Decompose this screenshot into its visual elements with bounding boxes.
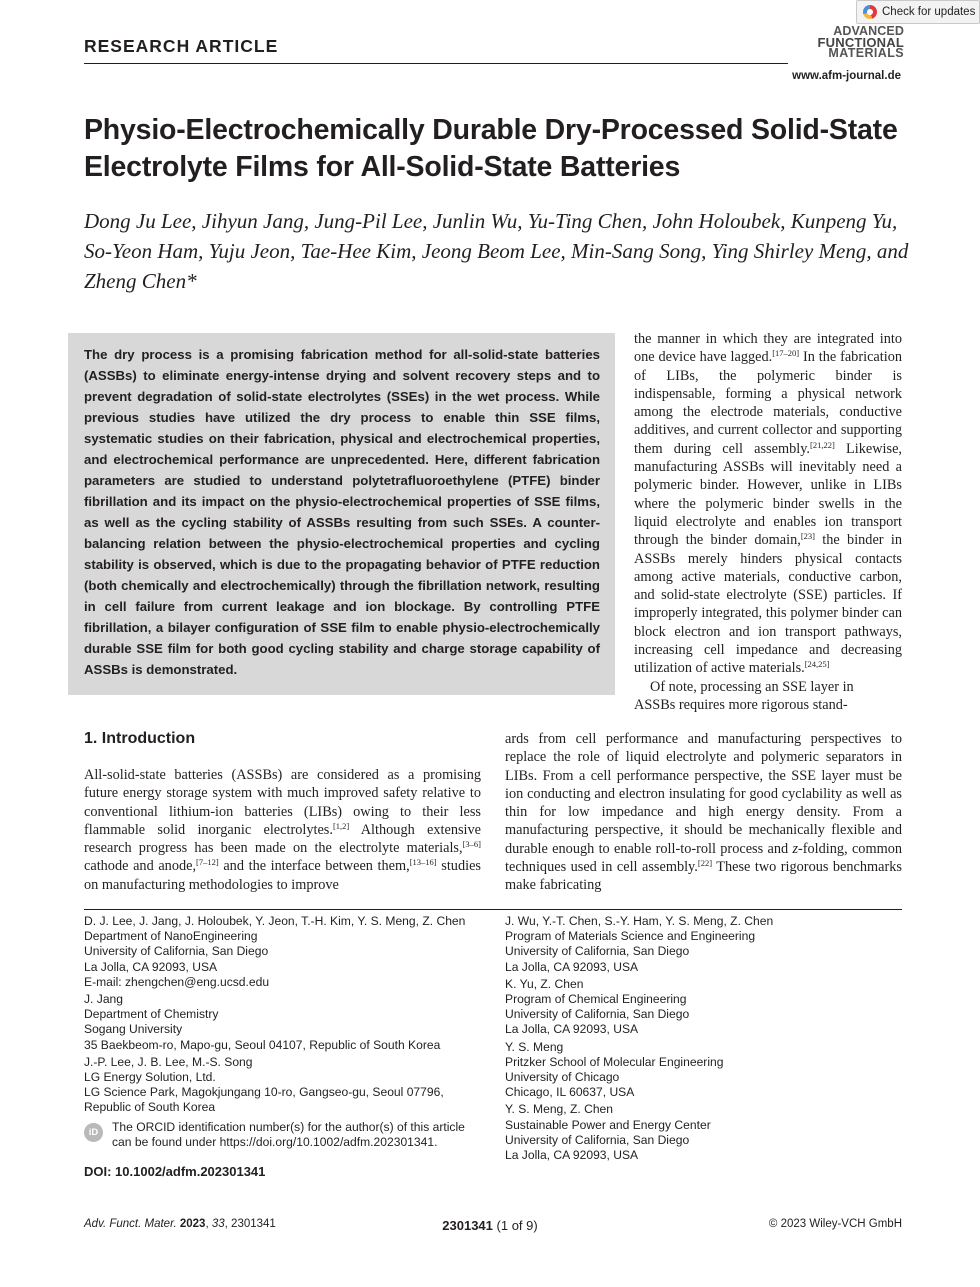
body-text-span: ards from cell performance and manufacturing perspectives to replace the role of liquid electrolyte and polymeric separators in LIBs. From a cell performance perspective, the SSE layer must be ion conducting and electron insulating for good cyclability as well as thin for low impedance and high energy density. From a manufacturing perspective, it should be mechanically flexible and durable enough to enable roll-to-roll process and: [505, 731, 902, 857]
citation-ref[interactable]: [24,25]: [804, 659, 830, 670]
affiliation-line: J.-P. Lee, J. B. Lee, M.-S. Song: [84, 1054, 253, 1069]
affiliation-line: University of Chicago: [505, 1070, 620, 1085]
affiliation-group: [84, 992, 484, 1053]
footer-separator: ,: [205, 1218, 212, 1230]
affiliations-right: [505, 914, 905, 1165]
affiliation-group: [84, 914, 484, 990]
introduction-heading: 1. Introduction: [84, 730, 196, 747]
body-italic: z: [792, 840, 799, 857]
affiliation-group: [505, 914, 905, 975]
affiliation-line: Sogang University: [84, 1022, 183, 1037]
affiliation-line: La Jolla, CA 92093, USA: [84, 959, 218, 974]
paragraph-start: Of note, processing an SSE layer in: [650, 678, 854, 695]
body-paragraph-wide: [505, 730, 902, 895]
abstract-text: The dry process is a promising fabrication method for all-solid-state batteries (ASSBs) to eliminate energy-intense drying and solvent recovery steps and to prevent degradation of solid-state electrolytes (SSEs) in the wet process. While previous studies have utilized the dry process to enable thin SSE films, systematic studies on their fabrication, physical and electrochemical properties, and electrochemical performance are unprecedented. Here, different fabrication parameters are studied to understand polytetrafluoroethylene (PTFE) binder fibrillation and its impact on the physio-electrochemical properties of SSE films, as well as the cycling stability of ASSBs resulting from such SSEs. A counter-balancing relation between the physio-electrochemical properties and cycling stability is observed, which is due to the propagating behavior of PTFE reduction (both chemically and electrochemically) through the fibrillation network, resulting in cell failure from current leakage and ion blockage. By controlling PTFE fibrillation, a bilayer configuration of SSE film to enable physio-electrochemically durable SSE film for both good cycling stability and charge storage capability of ASSBs is demonstrated.: [84, 347, 600, 677]
affiliation-line: Y. S. Meng: [505, 1039, 564, 1054]
affiliation-line: University of California, San Diego: [505, 1007, 690, 1022]
footer-page-id: 2301341: [442, 1218, 493, 1233]
body-text-span: All-solid-state batteries (ASSBs) are considered as a promising future energy storage system with much improved safety relative to conventional lithium-ion batteries (LIBs) owing to their less flammable solid inorganic electrolytes.: [84, 767, 481, 838]
affiliation-group: [84, 1055, 484, 1116]
footer-volume: 33: [211, 1218, 225, 1230]
affiliation-line: Pritzker School of Molecular Engineering: [505, 1054, 724, 1069]
citation-ref[interactable]: [7–12]: [196, 857, 219, 868]
body-text-span: In the fabrication of LIBs, the polymeric binder is indispensable, forming a physical network among the electrode materials, conductive additives, and current collector and supporting them during cell assembly.: [634, 349, 902, 457]
affiliation-line: D. J. Lee, J. Jang, J. Holoubek, Y. Jeon, T.-H. Kim, Y. S. Meng, Z. Chen: [84, 914, 466, 928]
journal-logo: [792, 26, 904, 59]
body-text-span: the binder in ASSBs merely hinders physical contacts among active materials, conductive carbon, and solid-state electrolyte (SSE) particles. If improperly integrated, this polymer binder can block electron and ion transport pathways, increasing cell impedance and decreasing utilization of active materials.: [634, 532, 902, 677]
body-text-span: Although extensive research progress has been made on the electrolyte materials,: [84, 821, 481, 857]
footer-journal: Adv. Funct. Mater.: [84, 1218, 177, 1230]
journal-url[interactable]: www.afm-journal.de: [792, 70, 901, 82]
paragraph-start-line2: ASSBs requires more rigorous stand-: [634, 696, 848, 713]
orcid-text[interactable]: [112, 1120, 465, 1150]
affiliation-line: University of California, San Diego: [505, 944, 690, 959]
citation-ref[interactable]: [23]: [800, 531, 815, 542]
footer-article-no: 2301341: [231, 1218, 276, 1230]
body-text-span: -folding, common techniques used in cell assembly.: [505, 840, 902, 876]
affiliation-line: University of California, San Diego: [505, 1132, 690, 1147]
body-right-column: [634, 330, 902, 714]
orcid-icon: iD: [84, 1123, 103, 1142]
check-updates-label: Check for updates: [882, 6, 976, 18]
body-text-span: the manner in which they are integrated into one device have lagged.: [634, 331, 902, 366]
affiliation-line: Department of NanoEngineering: [84, 929, 258, 944]
article-title: Physio-Electrochemically Durable Dry-Processed Solid-State Electrolyte Films for All-Solid-State Batteries: [84, 114, 898, 183]
journal-logo-line: ADVANCED: [833, 24, 904, 38]
citation-ref[interactable]: [17–20]: [772, 348, 800, 359]
body-text-span: and the interface between them,: [218, 858, 410, 875]
affiliation-group: [505, 1102, 905, 1163]
affiliation-group: [505, 977, 905, 1038]
affiliation-line: University of California, San Diego: [84, 944, 269, 959]
citation-ref[interactable]: [13–16]: [409, 857, 437, 868]
body-text-span: studies on manufacturing methodologies to improve: [84, 858, 481, 893]
affiliation-line: Sustainable Power and Energy Center: [505, 1117, 711, 1132]
affiliation-line: La Jolla, CA 92093, USA: [505, 1022, 639, 1037]
contact-email[interactable]: E-mail: zhengchen@eng.ucsd.edu: [84, 974, 270, 989]
affiliation-line: La Jolla, CA 92093, USA: [505, 959, 639, 974]
affiliation-line: LG Science Park, Magokjungang 10-ro, Gangseo-gu, Seoul 07796, Republic of South Korea: [84, 1085, 444, 1115]
affiliation-line: La Jolla, CA 92093, USA: [505, 1148, 639, 1163]
footnote-rule: [84, 909, 902, 910]
body-text-span: Likewise, manufacturing ASSBs will inevitably need a polymeric binder. However, unlike in LIBs where the polymeric binder swells in the liquid electrolyte and enables ion transport through the binder domain,: [634, 440, 902, 549]
journal-logo-line: MATERIALS: [828, 46, 904, 60]
orcid-line: The ORCID identification number(s) for the author(s) of this article: [112, 1120, 465, 1134]
affiliation-line: J. Wu, Y.-T. Chen, S.-Y. Ham, Y. S. Meng, Z. Chen: [505, 914, 774, 928]
doi-label[interactable]: DOI: 10.1002/adfm.202301341: [84, 1164, 266, 1179]
citation-ref[interactable]: [22]: [697, 858, 713, 869]
affiliation-line: Department of Chemistry: [84, 1007, 219, 1022]
citation-ref[interactable]: [3–6]: [462, 839, 481, 850]
body-text-span: These two rigorous benchmarks make fabricating: [505, 859, 902, 894]
body-text-span: cathode and anode,: [84, 858, 197, 875]
orcid-line[interactable]: can be found under https://doi.org/10.1002/adfm.202301341.: [112, 1135, 438, 1150]
footer-year: 2023: [179, 1218, 206, 1230]
section-label: RESEARCH ARTICLE: [84, 36, 279, 56]
affiliation-line: Program of Chemical Engineering: [505, 992, 687, 1007]
affiliation-line: J. Jang: [84, 992, 123, 1007]
affiliation-line: Y. S. Meng, Z. Chen: [505, 1102, 614, 1117]
header-rule: [84, 63, 788, 64]
affiliation-group: [505, 1040, 905, 1101]
affiliation-line: 35 Baekbeom-ro, Mapo-gu, Seoul 04107, Republic of South Korea: [84, 1037, 441, 1052]
affiliation-line: Program of Materials Science and Engineering: [505, 929, 756, 944]
journal-logo-line: FUNCTIONAL: [817, 35, 904, 50]
citation-ref[interactable]: [21,22]: [810, 439, 835, 450]
footer-copyright: © 2023 Wiley-VCH GmbH: [768, 1218, 902, 1230]
affiliation-line: LG Energy Solution, Ltd.: [84, 1070, 216, 1085]
check-updates-icon: [863, 5, 877, 19]
check-for-updates-button[interactable]: [856, 0, 980, 24]
affiliation-line: K. Yu, Z. Chen: [505, 976, 584, 991]
author-list: Dong Ju Lee, Jihyun Jang, Jung-Pil Lee, Junlin Wu, Yu-Ting Chen, John Holoubek, Kunpeng Yu, So-Yeon Ham, Yuju Jeon, Tae-Hee Kim, Jeong Beom Lee, Min-Sang Song, Ying Shirley Meng, and Zheng Chen*: [84, 209, 909, 293]
footer-page-of: (1 of 9): [496, 1218, 538, 1233]
orcid-note: [84, 1120, 484, 1150]
affiliation-line: Chicago, IL 60637, USA: [505, 1085, 635, 1100]
footer-separator: ,: [224, 1218, 232, 1230]
introduction-text: [84, 766, 481, 894]
affiliations-left: [84, 914, 484, 1118]
citation-ref[interactable]: [1,2]: [332, 820, 350, 831]
